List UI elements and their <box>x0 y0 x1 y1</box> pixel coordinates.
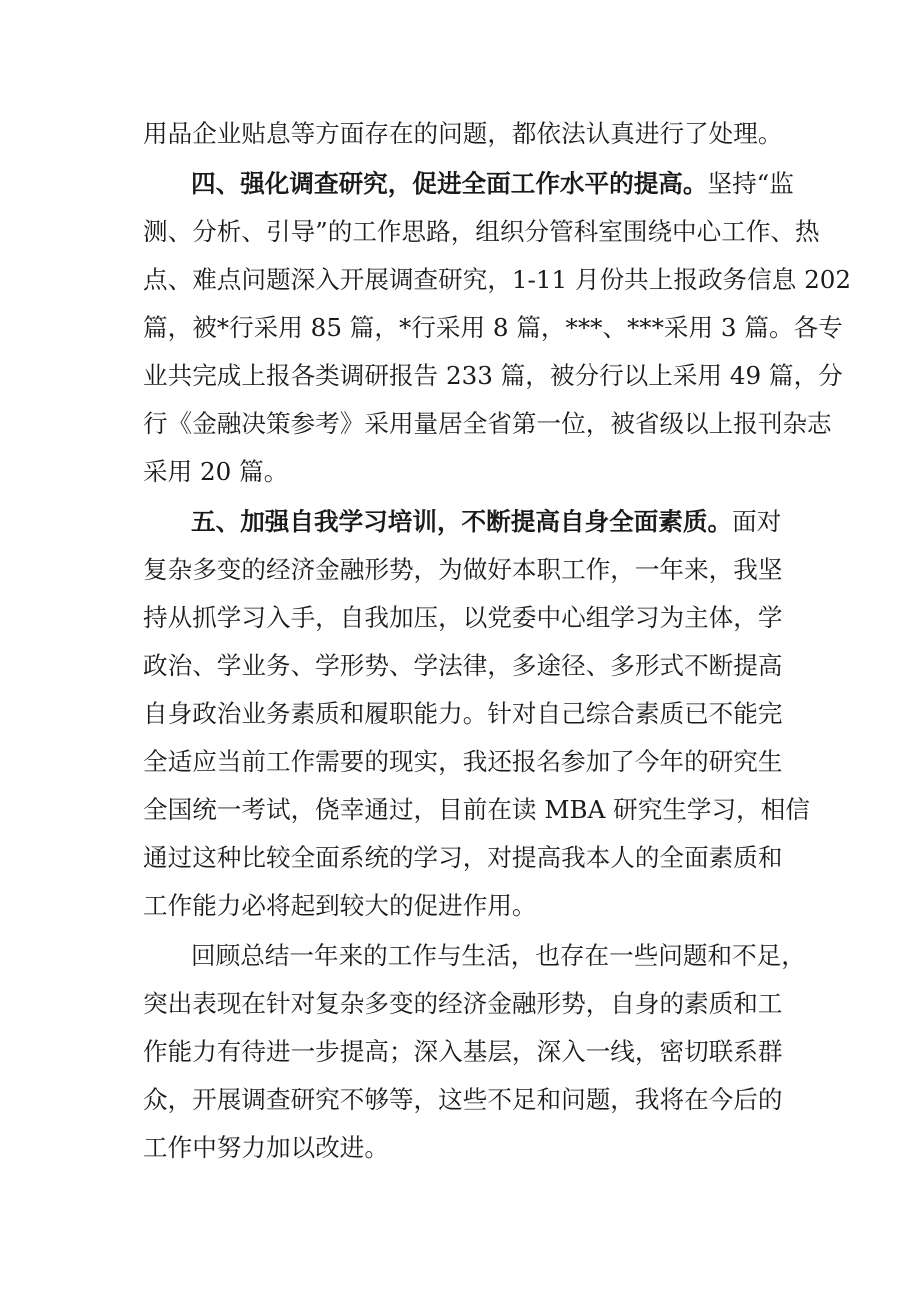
section-heading: 四、强化调查研究，促进全面工作水平的提高。 <box>191 169 708 198</box>
paragraph-line <box>191 502 782 542</box>
paragraph-line: 复杂多变的经济金融形势，为做好本职工作，一年来，我坚 <box>143 555 783 584</box>
paragraph-line: 行《金融决策参考》采用量居全省第一位，被省级以上报刊杂志 <box>143 409 832 438</box>
paragraph-line: 自身政治业务素质和履职能力。针对自己综合素质已不能完 <box>143 699 783 728</box>
section-heading: 五、加强自我学习培训，不断提高自身全面素质。 <box>191 507 733 536</box>
paragraph-line: 测、分析、引导”的工作思路，组织分管科室围绕中心工作、热 <box>143 217 820 246</box>
paragraph-line: 工作中努力加以改进。 <box>143 1133 389 1162</box>
paragraph-text: 坚持“监 <box>707 169 794 198</box>
paragraph-line: 作能力有待进一步提高；深入基层，深入一线，密切联系群 <box>143 1037 783 1066</box>
paragraph-text: 用品企业贴息等方面存在的问题，都依法认真进行了处理。 <box>143 119 783 148</box>
paragraph-line: 通过这种比较全面系统的学习，对提高我本人的全面素质和 <box>143 843 783 872</box>
paragraph-line: 业共完成上报各类调研报告 233 篇，被分行以上采用 49 篇，分 <box>143 361 843 390</box>
paragraph-line: 全国统一考试，侥幸通过，目前在读 MBA 研究生学习，相信 <box>143 795 810 824</box>
paragraph-line: 工作能力必将起到较大的促进作用。 <box>143 891 537 920</box>
paragraph-line: 全适应当前工作需要的现实，我还报名参加了今年的研究生 <box>143 747 783 776</box>
paragraph-line: 回顾总结一年来的工作与生活，也存在一些问题和不足， <box>191 941 806 970</box>
paragraph-line <box>191 164 794 204</box>
paragraph-line: 众，开展调查研究不够等，这些不足和问题，我将在今后的 <box>143 1085 783 1114</box>
paragraph-line: 采用 20 篇。 <box>143 457 289 486</box>
paragraph-line: 持从抓学习入手，自我加压，以党委中心组学习为主体，学 <box>143 603 783 632</box>
paragraph-line <box>143 114 783 154</box>
paragraph-line: 篇，被*行采用 85 篇，*行采用 8 篇，***、***采用 3 篇。各专 <box>143 313 843 342</box>
paragraph-line: 突出表现在针对复杂多变的经济金融形势，自身的素质和工 <box>143 989 783 1018</box>
paragraph-text: 面对 <box>732 507 782 536</box>
paragraph-line: 政治、学业务、学形势、学法律，多途径、多形式不断提高 <box>143 651 783 680</box>
paragraph-line: 点、难点问题深入开展调查研究，1-11 月份共上报政务信息 202 <box>143 265 852 294</box>
